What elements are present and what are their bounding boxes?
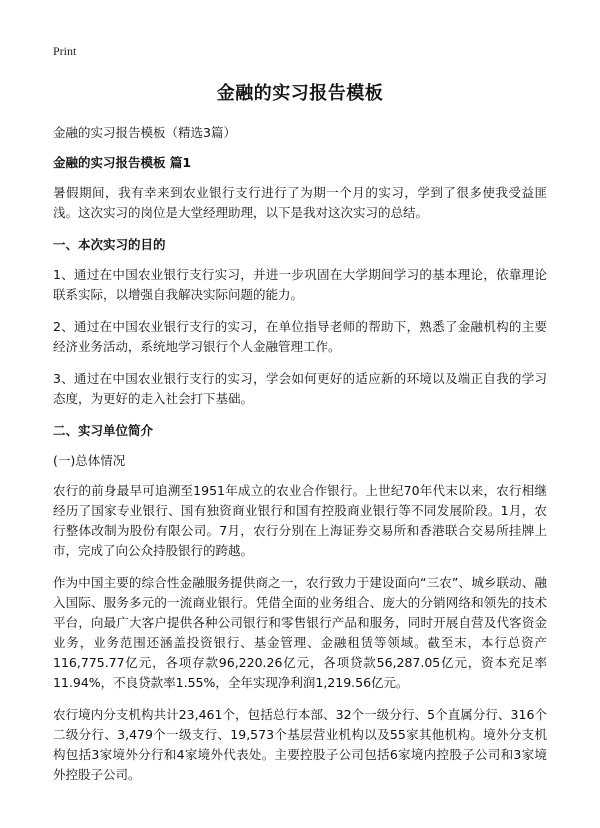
section-heading-purpose: 一、本次实习的目的 bbox=[53, 237, 166, 252]
overview-paragraph-2: 作为中国主要的综合性金融服务提供商之一，农行致力于建设面向“三农”、城乡联动、融入国际、服务多元的一流商业银行。凭借全面的业务组合、庞大的分销网络和领先的技术平台，向最广大客户提供各种公司银行和零售银行产品和服务，同时开展自营及代客资金业务，业务范围还涵盖投资银行、基金管理、金融租赁等领域。截至末，本行总资产116,775.77亿元，各项存款96,220.26亿元，各项贷款56,287.05亿元，资本充足率11.94%，不良贷款率1.55%，全年实现净利润1,219.56亿元。 bbox=[53, 575, 547, 690]
purpose-paragraph-1: 1、通过在中国农业银行支行实习，并进一步巩固在大学期间学习的基本理论，依靠理论联系实际，以增强自我解决实际问题的能力。 bbox=[53, 267, 547, 302]
overview-paragraph-1: 农行的前身最早可追溯至1951年成立的农业合作银行。上世纪70年代末以来，农行相继经历了国家专业银行、国有独资商业银行和国有控股商业银行等不同发展阶段。1月，农行整体改制为股份有限公司。7月，农行分别在上海证券交易所和香港联合交易所挂牌上市，完成了向公众持股银行的跨越。 bbox=[53, 483, 547, 558]
overview-paragraph-3: 农行境内分支机构共计23,461个，包括总行本部、32个一级分行、5个直属分行、316个二级分行、3,479个一级支行、19,573个基层营业机构以及55家其他机构。境外分支机构包括3家境外分行和4家境外代表处。主要控股子公司包括6家境内控股子公司和3家境外控股子公司。 bbox=[53, 707, 547, 782]
article-heading: 金融的实习报告模板 篇1 bbox=[53, 155, 192, 170]
document-subtitle: 金融的实习报告模板（精选3篇） bbox=[53, 125, 236, 140]
subsection-heading-overview: (一)总体情况 bbox=[53, 453, 126, 468]
print-label: Print bbox=[53, 44, 77, 58]
purpose-paragraph-2: 2、通过在中国农业银行支行的实习，在单位指导老师的帮助下，熟悉了金融机构的主要经济业务活动，系统地学习银行个人金融管理工作。 bbox=[53, 319, 547, 354]
section-heading-unit: 二、实习单位简介 bbox=[53, 423, 154, 438]
document-title: 金融的实习报告模板 bbox=[216, 83, 384, 104]
intro-paragraph: 暑假期间，我有幸来到农业银行支行进行了为期一个月的实习，学到了很多使我受益匪浅。这次实习的岗位是大堂经理助理，以下是我对这次实习的总结。 bbox=[53, 185, 547, 220]
purpose-paragraph-3: 3、通过在中国农业银行支行的实习，学会如何更好的适应新的环境以及端正自我的学习态度，为更好的走入社会打下基础。 bbox=[53, 371, 547, 406]
